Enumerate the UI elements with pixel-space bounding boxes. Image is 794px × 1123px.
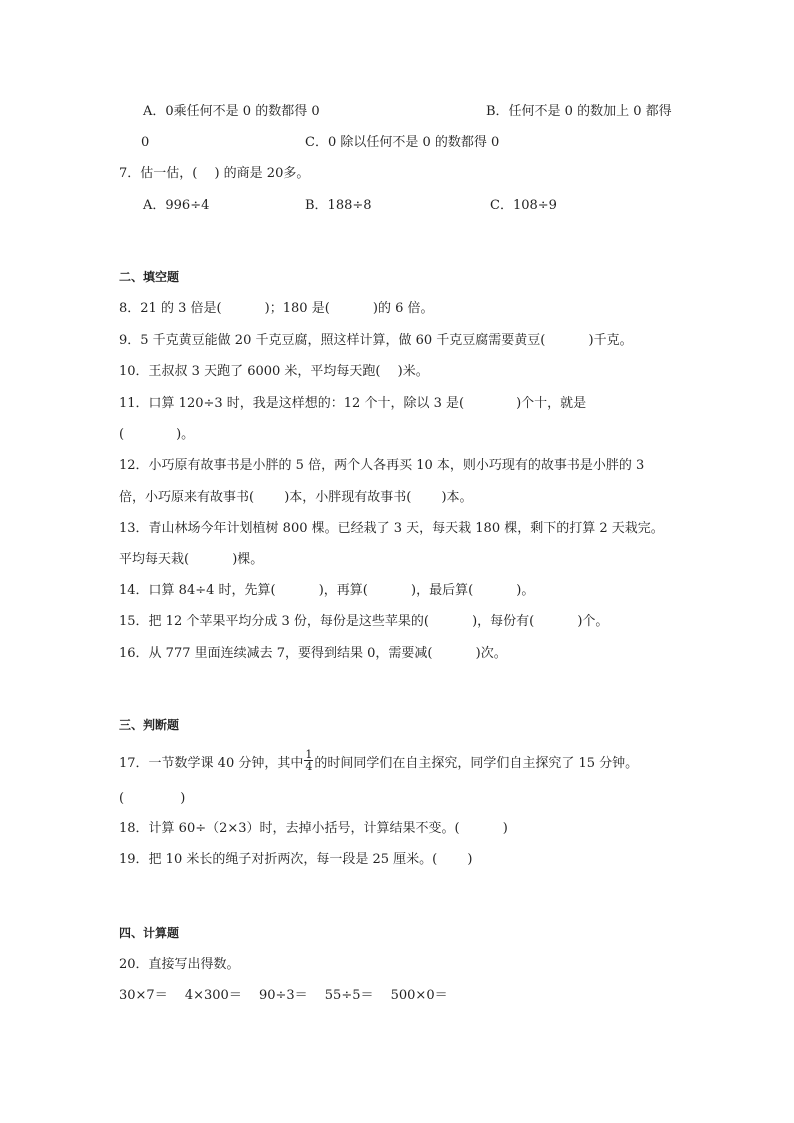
question-11-continued: ( )。 <box>119 427 195 442</box>
question-15: 15．把 12 个苹果平均分成 3 份，每份是这些苹果的( )，每份有( )个。 <box>119 614 609 629</box>
section-heading-true-false: 三、判断题 <box>119 718 180 732</box>
q7-option-b: B．188÷8 <box>305 198 372 213</box>
q7-option-a: A．996÷4 <box>143 198 210 213</box>
one-quarter-fraction <box>304 749 313 772</box>
q6-option-a: A．0乘任何不是 0 的数都得 0 <box>143 104 320 119</box>
q17-prefix: 17．一节数学课 40 分钟，其中 <box>119 756 304 771</box>
question-20: 20．直接写出得数。 <box>119 957 240 972</box>
q6-option-b-continued: 0 <box>141 135 150 150</box>
question-7: 7．估一估，( ) 的商是 20多。 <box>119 166 310 181</box>
question-13-continued: 平均每天栽( )棵。 <box>119 552 264 567</box>
question-14: 14．口算 84÷4 时，先算( )，再算( )，最后算( )。 <box>119 583 535 598</box>
section-heading-calculation: 四、计算题 <box>119 926 180 940</box>
q6-option-b: B．任何不是 0 的数加上 0 都得 <box>486 104 672 119</box>
q17-suffix: 的时间同学们在自主探究，同学们自主探究了 15 分钟。 <box>314 756 639 771</box>
question-10: 10．王叔叔 3 天跑了 6000 米，平均每天跑( )米。 <box>119 364 429 379</box>
question-17 <box>119 748 639 775</box>
question-12: 12．小巧原有故事书是小胖的 5 倍，两个人各再买 10 本，则小巧现有的故事书是小胖的 3 <box>119 458 645 473</box>
question-18: 18．计算 60÷（2×3）时，去掉小括号，计算结果不变。( ) <box>119 821 508 836</box>
fraction-numerator: 1 <box>305 748 313 761</box>
q6-option-c: C．0 除以任何不是 0 的数都得 0 <box>305 135 500 150</box>
question-17-answer-blank: ( ) <box>119 791 186 806</box>
q7-option-c: C．108÷9 <box>490 198 557 213</box>
question-19: 19．把 10 米长的绳子对折两次，每一段是 25 厘米。( ) <box>119 852 473 867</box>
question-8: 8．21 的 3 倍是( )；180 是( )的 6 倍。 <box>119 301 434 316</box>
section-heading-fill-in: 二、填空题 <box>119 270 180 284</box>
question-12-continued: 倍，小巧原来有故事书( )本，小胖现有故事书( )本。 <box>119 490 473 505</box>
question-9: 9．5 千克黄豆能做 20 千克豆腐，照这样计算，做 60 千克豆腐需要黄豆( )千克。 <box>119 333 633 348</box>
question-13: 13．青山林场今年计划植树 800 棵。已经栽了 3 天，每天栽 180 棵，剩下的打算 2 天栽完。 <box>119 521 664 536</box>
question-16: 16．从 777 里面连续减去 7，要得到结果 0，需要减( )次。 <box>119 646 507 661</box>
q20-mental-math-items: 30×7＝ 4×300＝ 90÷3＝ 55÷5＝ 500×0＝ <box>119 988 448 1003</box>
fraction-denominator: 4 <box>305 760 313 773</box>
question-11: 11．口算 120÷3 时，我是这样想的：12 个十，除以 3 是( )个十，就是 <box>119 396 587 411</box>
